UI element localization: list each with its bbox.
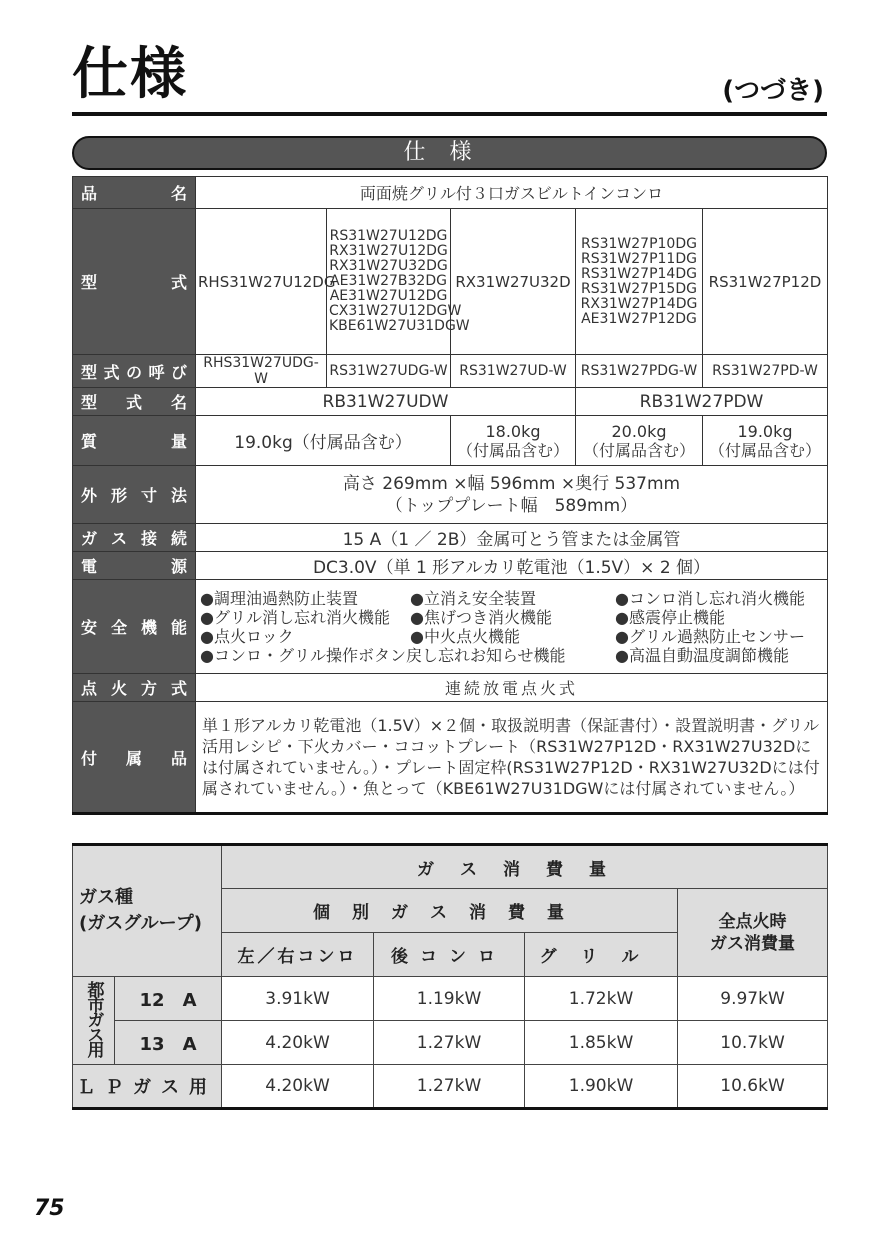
- spec-banner: 仕様: [72, 136, 827, 170]
- gas-value: 9.97kW: [678, 977, 828, 1021]
- spec-row-accessories: [73, 702, 828, 814]
- spec-row-model: [73, 209, 828, 355]
- label-dimensions: 外形寸法: [73, 466, 196, 524]
- label-weight: 質量: [73, 416, 196, 466]
- gas-value: 1.85kW: [525, 1021, 678, 1065]
- gas-value: 1.27kW: [374, 1065, 525, 1109]
- safety-item: ●調理油過熱防止装置: [200, 588, 358, 608]
- safety-item: ●点火ロック: [200, 626, 294, 646]
- safety-line: [200, 646, 823, 665]
- ignition-value: 連続放電点火式: [196, 674, 828, 702]
- label-gas-connection: ガス接続: [73, 524, 196, 552]
- city-gas-text: 都市ガス用: [83, 981, 104, 1056]
- gas-row-label: ＬＰガス用: [73, 1065, 222, 1109]
- gas-value: 3.91kW: [222, 977, 374, 1021]
- model-name-cell: RB31W27PDW: [576, 388, 828, 416]
- gas-row-13a: [73, 1021, 828, 1065]
- safety-item: ●立消え安全装置: [410, 588, 536, 608]
- gas-row-label: 12 A: [115, 977, 222, 1021]
- gas-value: 1.19kW: [374, 977, 525, 1021]
- individual-consumption-header: 個別ガス消費量: [222, 889, 678, 933]
- model-call-cell: RS31W27UD-W: [451, 355, 576, 388]
- weight-cell: 20.0kg （付属品含む）: [576, 416, 703, 466]
- label-power: 電源: [73, 552, 196, 580]
- gas-value: 4.20kW: [222, 1021, 374, 1065]
- total-consumption-header: 全点火時 ガス消費量: [678, 889, 828, 977]
- safety-item: ●グリル消し忘れ消火機能: [200, 607, 390, 627]
- gas-value: 1.90kW: [525, 1065, 678, 1109]
- label-model-name: 型式名: [73, 388, 196, 416]
- spec-row-model-call: [73, 355, 828, 388]
- model-name-cell: RB31W27UDW: [196, 388, 576, 416]
- gas-value: 1.72kW: [525, 977, 678, 1021]
- gas-value: 10.6kW: [678, 1065, 828, 1109]
- model-cell: RS31W27U12DG RX31W27U12DG RX31W27U32DG AE31W27B32DG AE31W27U12DG CX31W27U12DGW KBE61W27U31DGW: [327, 209, 451, 355]
- safety-line: [200, 608, 823, 627]
- spec-row-product-name: [73, 177, 828, 209]
- spec-row-dimensions: [73, 466, 828, 524]
- safety-item: ●中火点火機能: [410, 626, 520, 646]
- model-cell: RHS31W27U12DG: [196, 209, 327, 355]
- gas-consumption-table: [72, 843, 828, 1110]
- product-name-value: 両面焼グリル付３口ガスビルトインコンロ: [196, 177, 828, 209]
- title-rule: [72, 112, 827, 116]
- gas-row-12a: [73, 977, 828, 1021]
- safety-item: ●高温自動温度調節機能: [615, 645, 789, 665]
- continued-label: (つづき): [722, 76, 824, 106]
- safety-item: ●コンロ消し忘れ消火機能: [615, 588, 805, 608]
- col-rear-burner: 後コンロ: [374, 933, 525, 977]
- safety-item: ●グリル過熱防止センサー: [615, 626, 805, 646]
- model-call-cell: RS31W27PD-W: [703, 355, 828, 388]
- gas-row-lp: [73, 1065, 828, 1109]
- gas-value: 4.20kW: [222, 1065, 374, 1109]
- model-call-cell: RHS31W27UDG-W: [196, 355, 327, 388]
- label-accessories: 付属品: [73, 702, 196, 814]
- gas-header-row: [73, 845, 828, 889]
- model-call-cell: RS31W27PDG-W: [576, 355, 703, 388]
- safety-line: [200, 589, 823, 608]
- safety-line: [200, 627, 823, 646]
- weight-cell: 18.0kg （付属品含む）: [451, 416, 576, 466]
- city-gas-label: [73, 977, 115, 1065]
- spec-row-model-name: [73, 388, 828, 416]
- spec-row-ignition: [73, 674, 828, 702]
- gas-connection-value: 15 A（1 ／ 2B）金属可とう管または金属管: [196, 524, 828, 552]
- model-cell: RS31W27P10DG RS31W27P11DG RS31W27P14DG RS31W27P15DG RX31W27P14DG AE31W27P12DG: [576, 209, 703, 355]
- gas-row-label: 13 A: [115, 1021, 222, 1065]
- accessories-value: 単１形アルカリ乾電池（1.5V）×２個・取扱説明書（保証書付）・設置説明書・グリル活用レシピ・下火カバー・ココットプレート（RS31W27P12D・RX31W27U32Dには付属されていません。）・プレート固定枠(RS31W27P12D・RX31W27U32Dには付属されていません。）・魚とって（KBE61W27U31DGWには付属されていません。）: [196, 702, 828, 814]
- safety-item: ●コンロ・グリル操作ボタン戻し忘れお知らせ機能: [200, 645, 566, 665]
- label-safety: 安全機能: [73, 580, 196, 674]
- col-grill: グリル: [525, 933, 678, 977]
- spec-row-power: [73, 552, 828, 580]
- dimensions-value: 高さ 269mm ×幅 596mm ×奥行 537mm （トッププレート幅 589mm）: [196, 466, 828, 524]
- page-number: 75: [34, 1196, 65, 1221]
- spec-row-gas-connection: [73, 524, 828, 552]
- spec-table: [72, 176, 828, 815]
- model-cell: RS31W27P12D: [703, 209, 828, 355]
- gas-type-header: ガス種 (ガスグループ): [73, 845, 222, 977]
- spec-row-weight: [73, 416, 828, 466]
- label-product-name: 品名: [73, 177, 196, 209]
- safety-item: ●焦げつき消火機能: [410, 607, 552, 627]
- weight-cell: 19.0kg（付属品含む）: [196, 416, 451, 466]
- weight-cell: 19.0kg （付属品含む）: [703, 416, 828, 466]
- col-left-right-burner: 左／右コンロ: [222, 933, 374, 977]
- power-value: DC3.0V（単 1 形アルカリ乾電池（1.5V）× 2 個）: [196, 552, 828, 580]
- label-ignition: 点火方式: [73, 674, 196, 702]
- page-title: 仕様: [72, 42, 188, 107]
- label-model: 型式: [73, 209, 196, 355]
- safety-features: [196, 580, 828, 674]
- label-model-call: 型式の呼び: [73, 355, 196, 388]
- consumption-header: ガス消費量: [222, 845, 828, 889]
- gas-value: 10.7kW: [678, 1021, 828, 1065]
- gas-value: 1.27kW: [374, 1021, 525, 1065]
- spec-row-safety: [73, 580, 828, 674]
- model-cell: RX31W27U32D: [451, 209, 576, 355]
- model-call-cell: RS31W27UDG-W: [327, 355, 451, 388]
- safety-item: ●感震停止機能: [615, 607, 725, 627]
